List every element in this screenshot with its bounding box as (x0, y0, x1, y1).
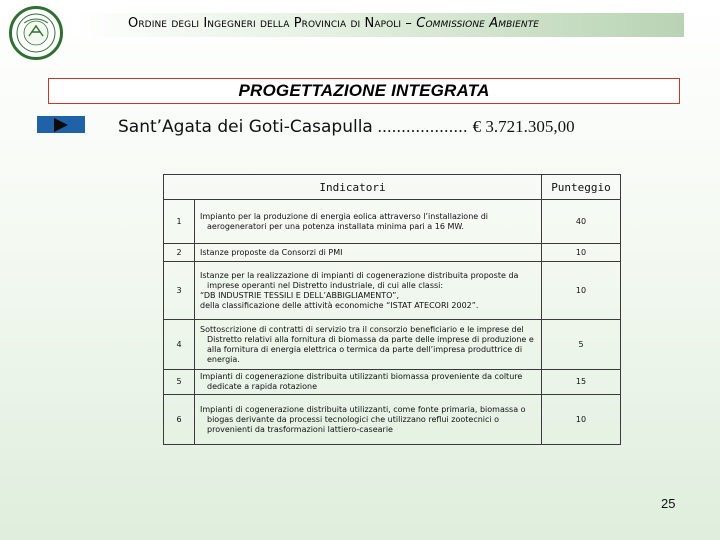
header-indicators: Indicatori (164, 175, 542, 200)
project-dots: ................... (372, 117, 473, 136)
indicators-table (163, 174, 621, 445)
row-number: 2 (164, 244, 195, 262)
header-commission: Commissione Ambiente (416, 16, 540, 31)
row-number: 3 (164, 262, 195, 320)
row-description (195, 200, 542, 244)
row-score: 10 (542, 244, 621, 262)
play-arrow-button[interactable] (37, 116, 85, 133)
table-row (164, 244, 621, 262)
description-line: Sottoscrizione di contratti di servizio tra il consorzio beneficiario e le imprese del Distretto relativi alla fornitura di biomassa da parte delle imprese di produzione e alla fornitura di energia elettrica o termica da parte dell’impresa produttrice di energia. (200, 324, 534, 364)
header-title (128, 16, 539, 31)
row-number: 5 (164, 370, 195, 395)
header-org: Ordine degli Ingegneri della Provincia di Napoli (128, 16, 402, 31)
slide-title-box (48, 78, 680, 104)
table-row (164, 395, 621, 445)
project-line (118, 117, 575, 137)
row-description (195, 244, 542, 262)
table-row (164, 370, 621, 395)
table-header-row (164, 175, 621, 200)
seal-graphic (12, 9, 60, 57)
table-row (164, 200, 621, 244)
description-line: Istanze proposte da Consorzi di PMI (200, 247, 343, 257)
description-line: della classificazione delle attività economiche “ISTAT ATECORI 2002”. (200, 300, 479, 310)
play-arrow-icon (54, 118, 68, 132)
row-description (195, 395, 542, 445)
description-line: Impianti di cogenerazione distribuita utilizzanti biomassa proveniente da colture dedicate a rapida rotazione (200, 372, 523, 391)
project-amount: € 3.721.305,00 (472, 117, 575, 136)
row-score: 5 (542, 320, 621, 370)
description-line: Impianto per la produzione di energia eolica attraverso l’installazione di aerogeneratori per una potenza installata minima pari a 16 MW. (200, 211, 489, 231)
description-line: “DB INDUSTRIE TESSILI E DELL’ABBIGLIAMENTO”, (200, 290, 399, 300)
row-score: 15 (542, 370, 621, 395)
table-row (164, 320, 621, 370)
row-description (195, 370, 542, 395)
table-row (164, 262, 621, 320)
table-body (164, 200, 621, 445)
row-number: 4 (164, 320, 195, 370)
row-number: 6 (164, 395, 195, 445)
header-separator: – (401, 16, 417, 31)
header-score: Punteggio (542, 175, 621, 200)
slide-title: PROGETTAZIONE INTEGRATA (238, 81, 490, 100)
row-description (195, 320, 542, 370)
indicators-table-wrap (163, 174, 621, 445)
row-score: 10 (542, 262, 621, 320)
row-score: 10 (542, 395, 621, 445)
row-number: 1 (164, 200, 195, 244)
row-description (195, 262, 542, 320)
order-seal-icon (9, 6, 63, 60)
project-place: Sant’Agata dei Goti-Casapulla (118, 117, 373, 137)
description-line: Istanze per la realizzazione di impianti di cogenerazione distribuita proposte da imprese operanti nel Distretto industriale, di cui alle classi: (200, 270, 519, 290)
description-line: Impianti di cogenerazione distribuita utilizzanti, come fonte primaria, biomassa o biogas derivante da processi tecnologici che utilizzano reflui zootecnici o provenienti da trasformazioni lattiero-casearie (200, 404, 526, 434)
row-score: 40 (542, 200, 621, 244)
page-number: 25 (661, 496, 676, 511)
